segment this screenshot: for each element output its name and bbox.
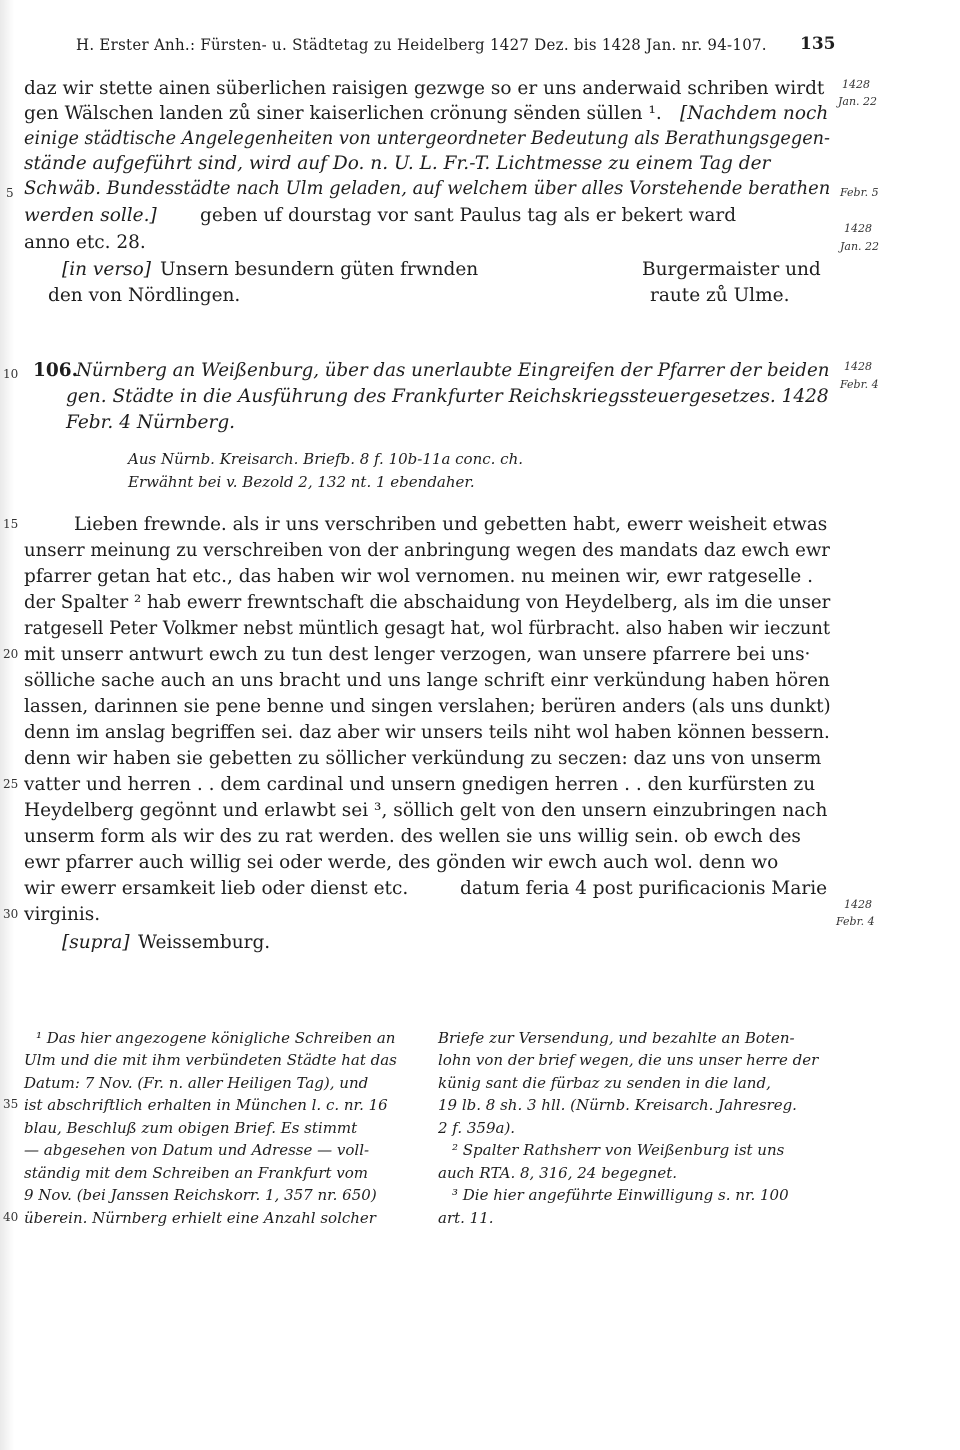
body-line: Lieben frewnde. als ir uns verschriben und gebetten habt, ewerr weisheit etwas bbox=[74, 514, 828, 535]
document-title-line: Nürnberg an Weißenburg, über das unerlaubte Eingreifen der Pfarrer der beiden bbox=[76, 360, 830, 381]
footnote-line: lohn von der brief wegen, die uns unser herre der bbox=[438, 1051, 819, 1069]
footnote-line: blau, Beschluß zum obigen Brief. Es stimmt bbox=[24, 1119, 358, 1137]
footnote-line: Datum: 7 Nov. (Fr. n. aller Heiligen Tag), und bbox=[24, 1074, 369, 1092]
text-line: anno etc. 28. bbox=[24, 232, 146, 253]
margin-date: 1428 bbox=[844, 898, 872, 911]
line-number: 15 bbox=[3, 517, 19, 531]
body-line: denn im anslag begriffen sei. daz aber wir unsers teils niht wol haben können bessern. bbox=[24, 722, 830, 743]
margin-date: Jan. 22 bbox=[838, 95, 878, 108]
footnote-line: 19 lb. 8 sh. 3 hll. (Nürnb. Kreisarch. Jahresreg. bbox=[438, 1096, 797, 1114]
source-note: Erwähnt bei v. Bezold 2, 132 nt. 1 ebendaher. bbox=[128, 473, 475, 491]
editorial-bracket: [Nachdem noch bbox=[680, 103, 829, 124]
body-line: sölliche sache auch an uns bracht und uns lange schrift einr verkündung haben hören bbox=[24, 670, 830, 691]
footnotes-right bbox=[438, 1027, 832, 1227]
line-number: 5 bbox=[6, 186, 14, 200]
margin-date: 1428 bbox=[844, 360, 872, 373]
footnote-line: auch RTA. 8, 316, 24 begegnet. bbox=[438, 1164, 678, 1182]
body-line: ewr pfarrer auch willig sei oder werde, des gönden wir ewch auch wol. denn wo bbox=[24, 852, 779, 873]
footnote-line: 9 Nov. (bei Janssen Reichskorr. 1, 357 nr. 650) bbox=[24, 1186, 377, 1204]
body-line: Heydelberg gegönnt und erlawbt sei ³, söllich gelt von den unsern einzubringen nach bbox=[24, 800, 828, 821]
body-line: virginis. bbox=[24, 904, 101, 925]
text-line: daz wir stette ainen süberlichen raisigen gezwge so er uns anderwaid schriben wirdt bbox=[24, 78, 825, 99]
body-line: pfarrer getan hat etc., das haben wir wol vernomen. nu meinen wir, ewr ratgeselle . bbox=[24, 566, 813, 587]
margin-date: 1428 bbox=[844, 222, 872, 235]
margin-date: Febr. 5 bbox=[840, 186, 879, 199]
document-number: 106. bbox=[33, 360, 79, 381]
text-line: geben uf dourstag vor sant Paulus tag als er bekert ward bbox=[200, 205, 737, 226]
editorial-text-line: stände aufgeführt sind, wird auf Do. n. U. L. Fr.-T. Lichtmesse zu einem Tag der bbox=[24, 153, 771, 174]
sender-line: Burgermaister und bbox=[642, 259, 821, 280]
line-number: 25 bbox=[3, 777, 19, 791]
footnote-line: Briefe zur Versendung, und bezahlte an Boten- bbox=[438, 1029, 795, 1047]
address-line: Unsern besundern güten frwnden bbox=[160, 259, 479, 280]
line-number: 10 bbox=[3, 367, 19, 381]
footnote-line: — abgesehen von Datum und Adresse — voll- bbox=[24, 1141, 370, 1159]
body-line: Weissemburg. bbox=[138, 932, 271, 953]
body-line: denn wir haben sie gebetten zu söllicher verkündung zu seczen: daz uns von unserm bbox=[24, 748, 822, 769]
page-number: 135 bbox=[800, 34, 836, 54]
body-line: der Spalter ² hab ewerr frewntschaft die abschaidung von Heydelberg, als im die unser bbox=[24, 592, 831, 613]
body-line: vatter und herren . . dem cardinal und unsern gnedigen herren . . den kurfürsten zu bbox=[24, 774, 816, 795]
footnote-line: ² Spalter Rathsherr von Weißenburg ist uns bbox=[452, 1141, 785, 1159]
body-line: mit unserr antwurt ewch zu tun dest lenger verzogen, wan unsere pfarrere bei uns· bbox=[24, 644, 811, 665]
body-line: wir ewerr ersamkeit lieb oder dienst etc. bbox=[24, 878, 409, 899]
body-line: lassen, darinnen sie pene benne und singen verslahen; berüren anders (als uns dunkt) bbox=[24, 696, 831, 717]
document-title-line: Febr. 4 Nürnberg. bbox=[66, 412, 236, 433]
footnote-line: art. 11. bbox=[438, 1209, 494, 1227]
footnote-line: 2 f. 359a). bbox=[438, 1119, 516, 1137]
margin-date: 1428 bbox=[842, 78, 870, 91]
editorial-text-line: werden solle.] bbox=[24, 205, 157, 226]
body-line: unserr meinung zu verschreiben von der anbringung wegen des mandats daz ewch ewr bbox=[24, 540, 830, 561]
footnote-line: ständig mit dem Schreiben an Frankfurt vom bbox=[24, 1164, 369, 1182]
scan-edge-shadow bbox=[0, 0, 14, 1450]
text-line: gen Wälschen landen zů siner kaiserlichen crönung sënden süllen ¹. bbox=[24, 103, 662, 124]
running-header: H. Erster Anh.: Fürsten- u. Städtetag zu Heidelberg 1427 Dez. bis 1428 Jan. nr. 94-107. bbox=[76, 36, 767, 54]
verso-label: [in verso] bbox=[62, 259, 152, 280]
supra-label: [supra] bbox=[62, 932, 130, 953]
footnote-line: künig sant die fürbaz zu senden in die land, bbox=[438, 1074, 771, 1092]
source-note: Aus Nürnb. Kreisarch. Briefb. 8 f. 10b-11a conc. ch. bbox=[128, 450, 524, 468]
line-number: 20 bbox=[3, 647, 19, 661]
body-line: ratgesell Peter Volkmer nebst müntlich gesagt hat, wol fürbracht. also haben wir ieczunt bbox=[24, 618, 831, 639]
line-number: 35 bbox=[3, 1097, 19, 1111]
editorial-text-line: einige städtische Angelegenheiten von untergeordneter Bedeutung als Berathungsgegen- bbox=[24, 128, 831, 149]
editorial-text-line: Schwäb. Bundesstädte nach Ulm geladen, auf welchem über alles Vorstehende berathen bbox=[24, 178, 831, 199]
footnote-line: überein. Nürnberg erhielt eine Anzahl solcher bbox=[24, 1209, 376, 1227]
document-title-line: gen. Städte in die Ausführung des Frankfurter Reichskriegssteuergesetzes. 1428 bbox=[66, 386, 829, 407]
footnote-line: ist abschriftlich erhalten in München l. c. nr. 16 bbox=[24, 1096, 388, 1114]
sender-line: raute zů Ulme. bbox=[650, 285, 790, 306]
body-line: datum feria 4 post purificacionis Marie bbox=[460, 878, 828, 899]
margin-date: Febr. 4 bbox=[840, 378, 879, 391]
line-number: 40 bbox=[3, 1210, 19, 1224]
footnote-line: Ulm und die mit ihm verbündeten Städte hat das bbox=[24, 1051, 397, 1069]
address-line: den von Nördlingen. bbox=[48, 285, 241, 306]
margin-date: Febr. 4 bbox=[836, 915, 875, 928]
margin-date: Jan. 22 bbox=[840, 240, 880, 253]
footnotes-left bbox=[24, 1027, 416, 1227]
body-line: unserm form als wir des zu rat werden. des wellen sie uns willig sein. ob ewch des bbox=[24, 826, 801, 847]
footnote-line: ¹ Das hier angezogene königliche Schreiben an bbox=[36, 1029, 396, 1047]
line-number: 30 bbox=[3, 907, 19, 921]
footnote-line: ³ Die hier angeführte Einwilligung s. nr. 100 bbox=[452, 1186, 789, 1204]
